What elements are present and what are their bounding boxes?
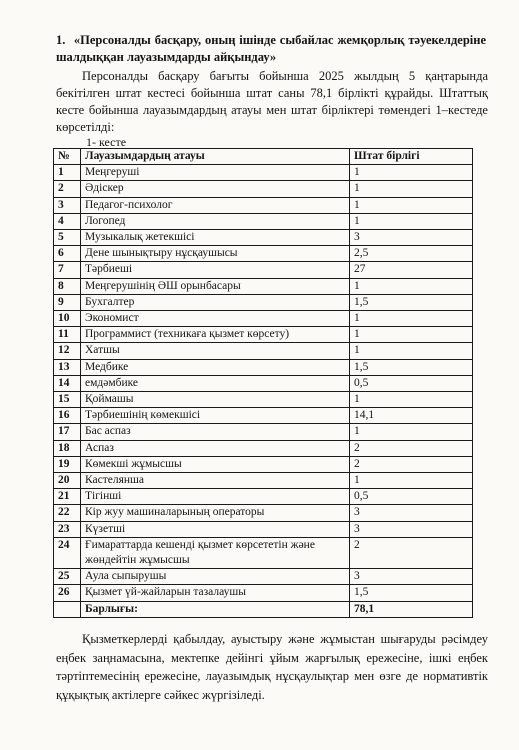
row-staff-units: 3: [350, 230, 473, 246]
table-row: [54, 489, 473, 505]
row-staff-units: 1,5: [350, 294, 473, 310]
row-staff-units: 0,5: [350, 489, 473, 505]
section-number: 1.: [56, 33, 66, 47]
table-row: [54, 294, 473, 310]
row-position-name: Тәрбиеші: [81, 262, 350, 278]
total-label: Барлығы:: [81, 601, 350, 617]
row-position-name: Логопед: [81, 213, 350, 229]
header-number: №: [54, 149, 81, 165]
row-number: 26: [54, 585, 81, 601]
table-row: [54, 585, 473, 601]
row-position-name: Тәрбиешінің көмекшісі: [81, 408, 350, 424]
table-row: [54, 181, 473, 197]
row-staff-units: 2: [350, 537, 473, 568]
table-row: [54, 246, 473, 262]
row-staff-units: 0,5: [350, 375, 473, 391]
row-position-name: Ғимараттарда кешенді қызмет көрсететін және жөндейтін жұмысшы: [81, 537, 350, 568]
row-position-name: Хатшы: [81, 343, 350, 359]
row-staff-units: 1: [350, 311, 473, 327]
row-staff-units: 27: [350, 262, 473, 278]
row-position-name: Музыкалық жетекшісі: [81, 230, 350, 246]
table-row: [54, 440, 473, 456]
row-number: 22: [54, 505, 81, 521]
row-staff-units: 1: [350, 424, 473, 440]
row-staff-units: 1: [350, 392, 473, 408]
row-number: 1: [54, 165, 81, 181]
table-row: [54, 197, 473, 213]
header-staff-units: Штат бірлігі: [350, 149, 473, 165]
row-staff-units: 1: [350, 473, 473, 489]
row-number: 14: [54, 375, 81, 391]
row-number: 10: [54, 311, 81, 327]
table-row: [54, 569, 473, 585]
row-position-name: Қызмет үй-жайларын тазалаушы: [81, 585, 350, 601]
row-number: 12: [54, 343, 81, 359]
row-position-name: Бас аспаз: [81, 424, 350, 440]
table-row: [54, 230, 473, 246]
row-position-name: Қоймашы: [81, 392, 350, 408]
row-position-name: Бухгалтер: [81, 294, 350, 310]
staff-table: [53, 148, 473, 618]
table-row: [54, 456, 473, 472]
row-staff-units: 1,5: [350, 359, 473, 375]
row-position-name: Тігінші: [81, 489, 350, 505]
row-number: 16: [54, 408, 81, 424]
table-row: [54, 262, 473, 278]
table-row: [54, 311, 473, 327]
table-row: [54, 537, 473, 568]
row-staff-units: 14,1: [350, 408, 473, 424]
table-row: [54, 521, 473, 537]
row-position-name: Аспаз: [81, 440, 350, 456]
table-row: [54, 359, 473, 375]
row-number: 8: [54, 278, 81, 294]
table-row: [54, 424, 473, 440]
row-position-name: Көмекші жұмысшы: [81, 456, 350, 472]
row-position-name: Кір жуу машиналарының операторы: [81, 505, 350, 521]
row-number: 7: [54, 262, 81, 278]
row-position-name: Аула сыпырушы: [81, 569, 350, 585]
row-number: 3: [54, 197, 81, 213]
table-row: [54, 343, 473, 359]
row-staff-units: 1: [350, 213, 473, 229]
row-position-name: Әдіскер: [81, 181, 350, 197]
row-staff-units: 3: [350, 521, 473, 537]
total-value: 78,1: [350, 601, 473, 617]
section-heading: [56, 32, 486, 66]
row-position-name: Медбике: [81, 359, 350, 375]
table-row: [54, 473, 473, 489]
row-staff-units: 1,5: [350, 585, 473, 601]
row-number: 24: [54, 537, 81, 568]
total-empty-cell: [54, 601, 81, 617]
row-number: 9: [54, 294, 81, 310]
table-row: [54, 165, 473, 181]
row-staff-units: 1: [350, 197, 473, 213]
row-staff-units: 1: [350, 327, 473, 343]
row-number: 4: [54, 213, 81, 229]
table-body: [54, 165, 473, 618]
intro-paragraph: Персоналды басқару бағыты бойынша 2025 жылдың 5 қаңтарында бекітілген штат кестесі бойынша штат саны 78,1 бірлікті құрайды. Штаттық кесте бойынша лауазымдардың атауы мен штат бірліктері төмендегі 1–кестеде көрсетілді:: [56, 69, 488, 134]
row-staff-units: 1: [350, 278, 473, 294]
row-position-name: Күзетші: [81, 521, 350, 537]
row-staff-units: 2,5: [350, 246, 473, 262]
row-number: 17: [54, 424, 81, 440]
row-staff-units: 1: [350, 165, 473, 181]
table-row: [54, 408, 473, 424]
table-total-row: [54, 601, 473, 617]
row-number: 13: [54, 359, 81, 375]
row-staff-units: 3: [350, 569, 473, 585]
table-row: [54, 505, 473, 521]
section-title: «Персоналды басқару, оның ішінде сыбайлас жемқорлық тәуекелдеріне шалдыққан лауазымдарды айқындау»: [56, 33, 486, 64]
table-row: [54, 213, 473, 229]
row-number: 18: [54, 440, 81, 456]
row-number: 19: [54, 456, 81, 472]
row-number: 15: [54, 392, 81, 408]
row-position-name: Меңгеруші: [81, 165, 350, 181]
table-row: [54, 375, 473, 391]
row-number: 6: [54, 246, 81, 262]
row-position-name: Педагог-психолог: [81, 197, 350, 213]
row-staff-units: 2: [350, 456, 473, 472]
row-number: 23: [54, 521, 81, 537]
row-number: 11: [54, 327, 81, 343]
closing-paragraph: Қызметкерлерді қабылдау, ауыстыру және жұмыстан шығаруды рәсімдеу еңбек заңнамасына, мектепке дейінгі ұйым жарғылық ережесіне, ішкі еңбек тәртіптемесінің ережесіне, лауазымдық нұсқаулықтар мен өзге де нормативтік құқықтық актілерге сәйкес жүргізіледі.: [56, 632, 488, 702]
table-row: [54, 278, 473, 294]
table-row: [54, 392, 473, 408]
row-number: 5: [54, 230, 81, 246]
table-row: [54, 327, 473, 343]
row-number: 21: [54, 489, 81, 505]
row-number: 20: [54, 473, 81, 489]
row-position-name: Экономист: [81, 311, 350, 327]
table-header-row: [54, 149, 473, 165]
row-staff-units: 1: [350, 181, 473, 197]
row-position-name: емдәмбике: [81, 375, 350, 391]
row-position-name: Дене шынықтыру нұсқаушысы: [81, 246, 350, 262]
table-caption: 1- кесте: [86, 135, 127, 149]
row-number: 25: [54, 569, 81, 585]
row-staff-units: 3: [350, 505, 473, 521]
row-staff-units: 2: [350, 440, 473, 456]
row-number: 2: [54, 181, 81, 197]
row-position-name: Кастелянша: [81, 473, 350, 489]
row-position-name: Меңгерушінің ӘШ орынбасары: [81, 278, 350, 294]
header-position: Лауазымдардың атауы: [81, 149, 350, 165]
row-staff-units: 1: [350, 343, 473, 359]
row-position-name: Программист (техникаға қызмет көрсету): [81, 327, 350, 343]
